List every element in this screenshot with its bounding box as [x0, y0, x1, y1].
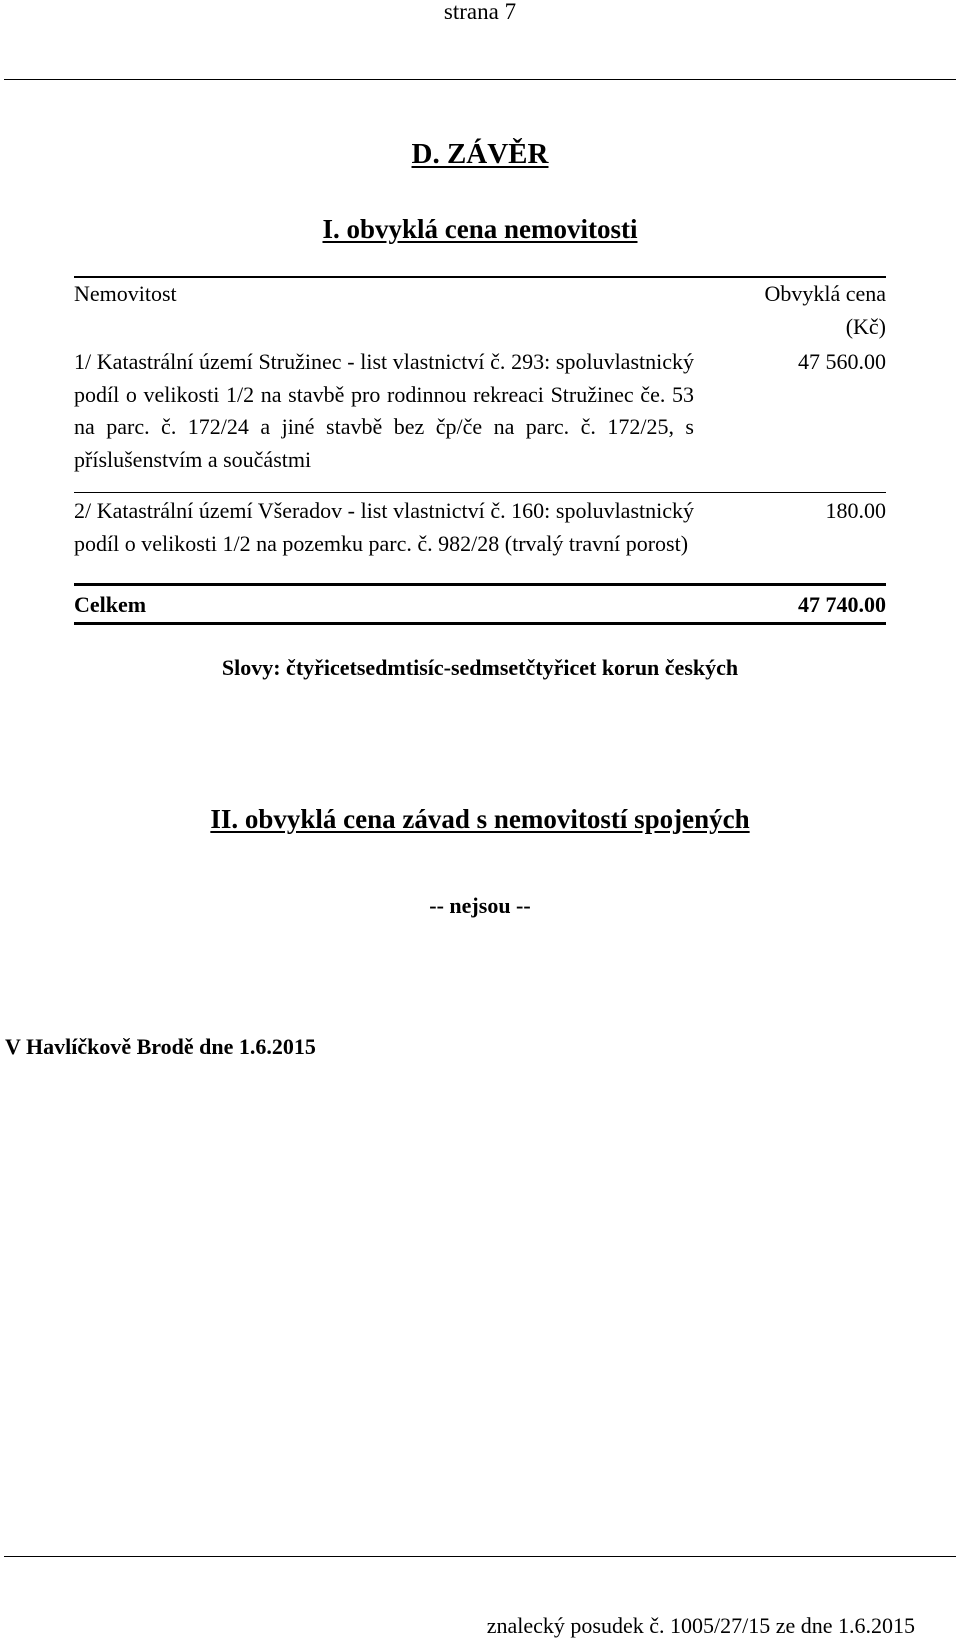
subtitle-encumbrances: II. obvyklá cena závad s nemovitostí spojených — [210, 804, 750, 834]
footer-rule — [4, 1556, 956, 1557]
table-row-2-price: 180.00 — [825, 498, 886, 523]
amount-in-words: Slovy: čtyřicetsedmtisíc-sedmsetčtyřicet korun českých — [221, 655, 739, 680]
section-title: D. ZÁVĚR — [411, 138, 549, 170]
total-top-rule — [74, 583, 886, 586]
row-divider — [74, 492, 886, 493]
price-table — [74, 276, 886, 636]
col-header-price: Obvyklá cena (Kč) — [764, 281, 886, 339]
subtitle-usual-price: I. obvyklá cena nemovitosti — [322, 214, 638, 244]
place-date: V Havlíčkově Brodě dne 1.6.2015 — [5, 1034, 316, 1059]
table-row-1-price: 47 560.00 — [798, 349, 886, 374]
total-value: 47 740.00 — [798, 592, 886, 617]
total-label: Celkem — [74, 592, 147, 617]
report-reference: znalecký posudek č. 1005/27/15 ze dne 1.6.2015 — [486, 1613, 915, 1638]
none-note: -- nejsou -- — [429, 893, 531, 918]
total-bottom-rule — [74, 622, 886, 625]
page-number: strana 7 — [443, 0, 517, 24]
table-row-2-description: 2/ Katastrální území Všeradov - list vlastnictví č. 160: spoluvlastnický podíl o velikosti 1/2 na pozemku parc. č. 982/28 (trvalý travní porost) — [74, 498, 694, 556]
header-rule — [4, 79, 956, 80]
table-row-1-description: 1/ Katastrální území Stružinec - list vlastnictví č. 293: spoluvlastnický podíl o velikosti 1/2 na stavbě pro rodinnou rekreaci Stružinec če. 53 na parc. č. 172/24 a jiné stavbě bez čp/če na parc. č. 172/25, s příslušenstvím a součástmi — [74, 349, 694, 472]
col-header-property: Nemovitost — [74, 281, 177, 306]
